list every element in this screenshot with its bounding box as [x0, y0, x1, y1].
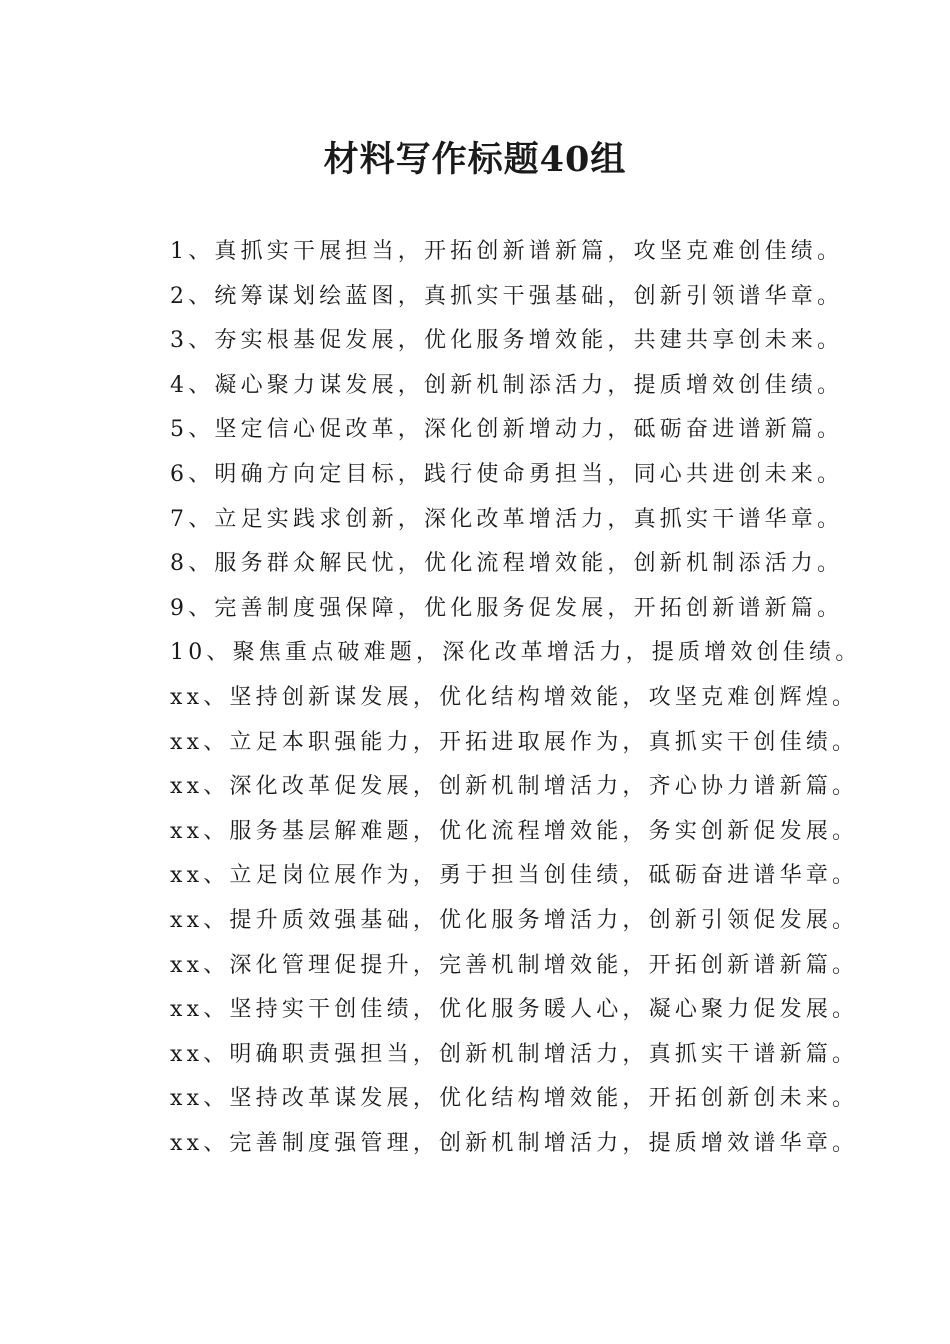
list-item: xx、明确职责强担当，创新机制增活力，真抓实干谱新篇。	[170, 1041, 859, 1067]
list-item: xx、坚持实干创佳绩，优化服务暖人心，凝心聚力促发展。	[170, 997, 859, 1023]
list-item: 10、聚焦重点破难题，深化改革增活力，提质增效创佳绩。	[170, 640, 862, 666]
document-title: 材料写作标题40组	[323, 139, 627, 180]
list-item: 6、明确方向定目标，践行使命勇担当，同心共进创未来。	[170, 461, 844, 487]
list-item: xx、立足本职强能力，开拓进取展作为，真抓实干创佳绩。	[170, 729, 859, 755]
list-item: 1、真抓实干展担当，开拓创新谱新篇，攻坚克难创佳绩。	[170, 239, 844, 264]
list-item: 9、完善制度强保障，优化服务促发展，开拓创新谱新篇。	[170, 595, 844, 621]
list-item: xx、提升质效强基础，优化服务增活力，创新引领促发展。	[170, 907, 859, 933]
list-item: 3、夯实根基促发展，优化服务增效能，共建共享创未来。	[170, 328, 844, 354]
list-item: xx、坚持创新谋发展，优化结构增效能，攻坚克难创辉煌。	[170, 684, 859, 710]
list-item: xx、服务基层解难题，优化流程增效能，务实创新促发展。	[170, 818, 859, 844]
list-item: 8、服务群众解民忧，优化流程增效能，创新机制添活力。	[170, 551, 844, 577]
list-item: 5、坚定信心促改革，深化创新增动力，砥砺奋进谱新篇。	[170, 417, 844, 443]
list-item: xx、坚持改革谋发展，优化结构增效能，开拓创新创未来。	[170, 1086, 859, 1112]
list-item: xx、深化管理促提升，完善机制增效能，开拓创新谱新篇。	[170, 952, 859, 978]
list-item: 2、统筹谋划绘蓝图，真抓实干强基础，创新引领谱华章。	[170, 283, 844, 309]
list-item: 7、立足实践求创新，深化改革增活力，真抓实干谱华章。	[170, 506, 844, 532]
list-item: xx、深化改革促发展，创新机制增活力，齐心协力谱新篇。	[170, 774, 859, 800]
headline-list	[170, 230, 890, 1166]
list-item: 4、凝心聚力谋发展，创新机制添活力，提质增效创佳绩。	[170, 372, 844, 398]
list-item: xx、完善制度强管理，创新机制增活力，提质增效谱华章。	[170, 1130, 859, 1156]
list-item: xx、立足岗位展作为，勇于担当创佳绩，砥砺奋进谱华章。	[170, 863, 859, 889]
